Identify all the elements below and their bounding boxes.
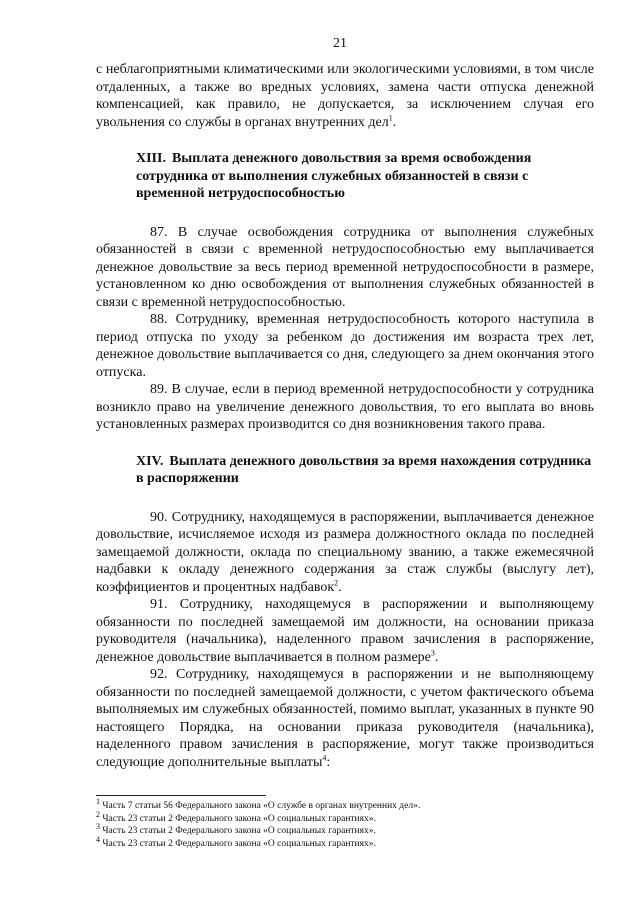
section-14-number: XIV. [136, 453, 164, 469]
footnote [96, 809, 596, 826]
paragraph-91-text: 91. Сотруднику, находящемуся в распоряжении и выполняющему обязанности по последней замещаемой им должности, на основании приказа руководителя (начальника), наделенного правом зачисления в распоряжение, денежное довольствие выплачивается в полном размере [96, 597, 594, 665]
paragraph-90: 90. Сотруднику, находящемуся в распоряжении, выплачивается денежное довольствие, исчисляемое исходя из размера должностного оклада по последней замещаемой должности, оклада по специальному званию, а также ежемесячной надбавки к окладу денежного содержания за стаж службы (выслугу лет), коэффициентов и процентных надбавок$^2$. [96, 509, 594, 595]
footnote-text: Часть 7 статьи 56 Федерального закона «О службе в органах внутренних дел». [102, 801, 421, 811]
footnote-ref-3: 3 [430, 647, 435, 657]
document-body [96, 61, 594, 771]
footnote-mark: 4 [96, 834, 100, 844]
intro-text: с неблагоприятными климатическими или экологическими условиями, в том числе отдаленных, а также во вредных условиях, замена части отпуска денежной компенсацией, как правило, не допускается, за исключением случая его увольнения со службы в органах внутренних дел [96, 62, 594, 130]
footnote [96, 796, 596, 813]
footnote [96, 834, 596, 851]
page-number: 21 [333, 36, 347, 51]
paragraph-91: 91. Сотруднику, находящемуся в распоряжении и выполняющему обязанности по последней замещаемой им должности, на основании приказа руководителя (начальника), наделенного правом зачисления в распоряжение, денежное довольствие выплачивается в полном размере$^3$. [96, 597, 594, 665]
footnote-ref-2: 2 [334, 577, 339, 587]
footnote-text: Часть 23 статьи 2 Федерального закона «О социальных гарантиях». [102, 838, 376, 849]
paragraph-90-text: 90. Сотруднику, находящемуся в распоряжении, выплачивается денежное довольствие, исчисляемое исходя из размера должностного оклада по последней замещаемой должности, оклада по специальному званию, а также ежемесячной надбавки к окладу денежного содержания за стаж службы (выслугу лет), коэффициентов и процентных надбавок [96, 509, 594, 595]
section-13-heading [136, 150, 594, 203]
paragraph-92-text: 92. Сотруднику, находящемуся в распоряжении и не выполняющему обязанности по последней замещаемой должности, с учетом фактического объема выполняемых им служебных обязанностей, помимо выплат, указанных в пункте 90 настоящего Порядка, на основании приказа руководителя (начальника), наделенного правом зачисления в распоряжение, могут также производиться следующие дополнительные выплаты [96, 667, 594, 770]
section-13-title: Выплата денежного довольствия за время освобождения сотрудника от выполнения служебных обязанностей в связи с временной нетрудоспособностью [136, 151, 532, 201]
footnote-ref-1: 1 [388, 112, 393, 122]
footnote-text: Часть 23 статьи 2 Федерального закона «О социальных гарантиях». [102, 813, 376, 824]
intro-paragraph: с неблагоприятными климатическими или экологическими условиями, в том числе отдаленных, а также во вредных условиях, замена части отпуска денежной компенсацией, как правило, не допускается, за исключением случая его увольнения со службы в органах внутренних дел$^1$. [96, 62, 594, 130]
paragraph-89: 89. В случае, если в период временной нетрудоспособности у сотрудника возникло право на увеличение денежного довольствия, то его выплата во вновь установленных размерах производится со дня возникновения такого права. [96, 382, 594, 432]
section-14-title: Выплата денежного довольствия за время нахождения сотрудника в распоряжении [136, 453, 592, 486]
footnote-mark: 1 [96, 796, 100, 806]
footnote-mark: 3 [96, 821, 100, 831]
footnote [96, 821, 596, 838]
footnotes [96, 796, 596, 850]
footnote-mark: 2 [96, 809, 100, 819]
footnote-ref-4: 4 [322, 752, 327, 762]
section-14-heading [136, 453, 594, 488]
footnote-divider [96, 795, 266, 796]
paragraph-87: 87. В случае освобождения сотрудника от выполнения служебных обязанностей в связи с временной нетрудоспособностью ему выплачивается денежное довольствие за весь период временной нетрудоспособности в размере, установленном ко дню освобождения от выполнения служебных обязанностей в связи с временной нетрудоспособностью. [96, 224, 594, 310]
paragraph-92: 92. Сотруднику, находящемуся в распоряжении и не выполняющему обязанности по последней замещаемой должности, с учетом фактического объема выполняемых им служебных обязанностей, помимо выплат, указанных в пункте 90 настоящего Порядка, на основании приказа руководителя (начальника), наделенного правом зачисления в распоряжение, могут также производиться следующие дополнительные выплаты$^4$: [96, 667, 594, 770]
paragraph-88: 88. Сотруднику, временная нетрудоспособность которого наступила в период отпуска по уходу за ребенком до достижения им возраста трех лет, денежное довольствие выплачивается со дня, следующего за днем окончания этого отпуска. [96, 312, 594, 380]
footnote-text: Часть 23 статьи 2 Федерального закона «О социальных гарантиях». [102, 826, 376, 836]
section-13-number: XIII. [136, 151, 166, 166]
